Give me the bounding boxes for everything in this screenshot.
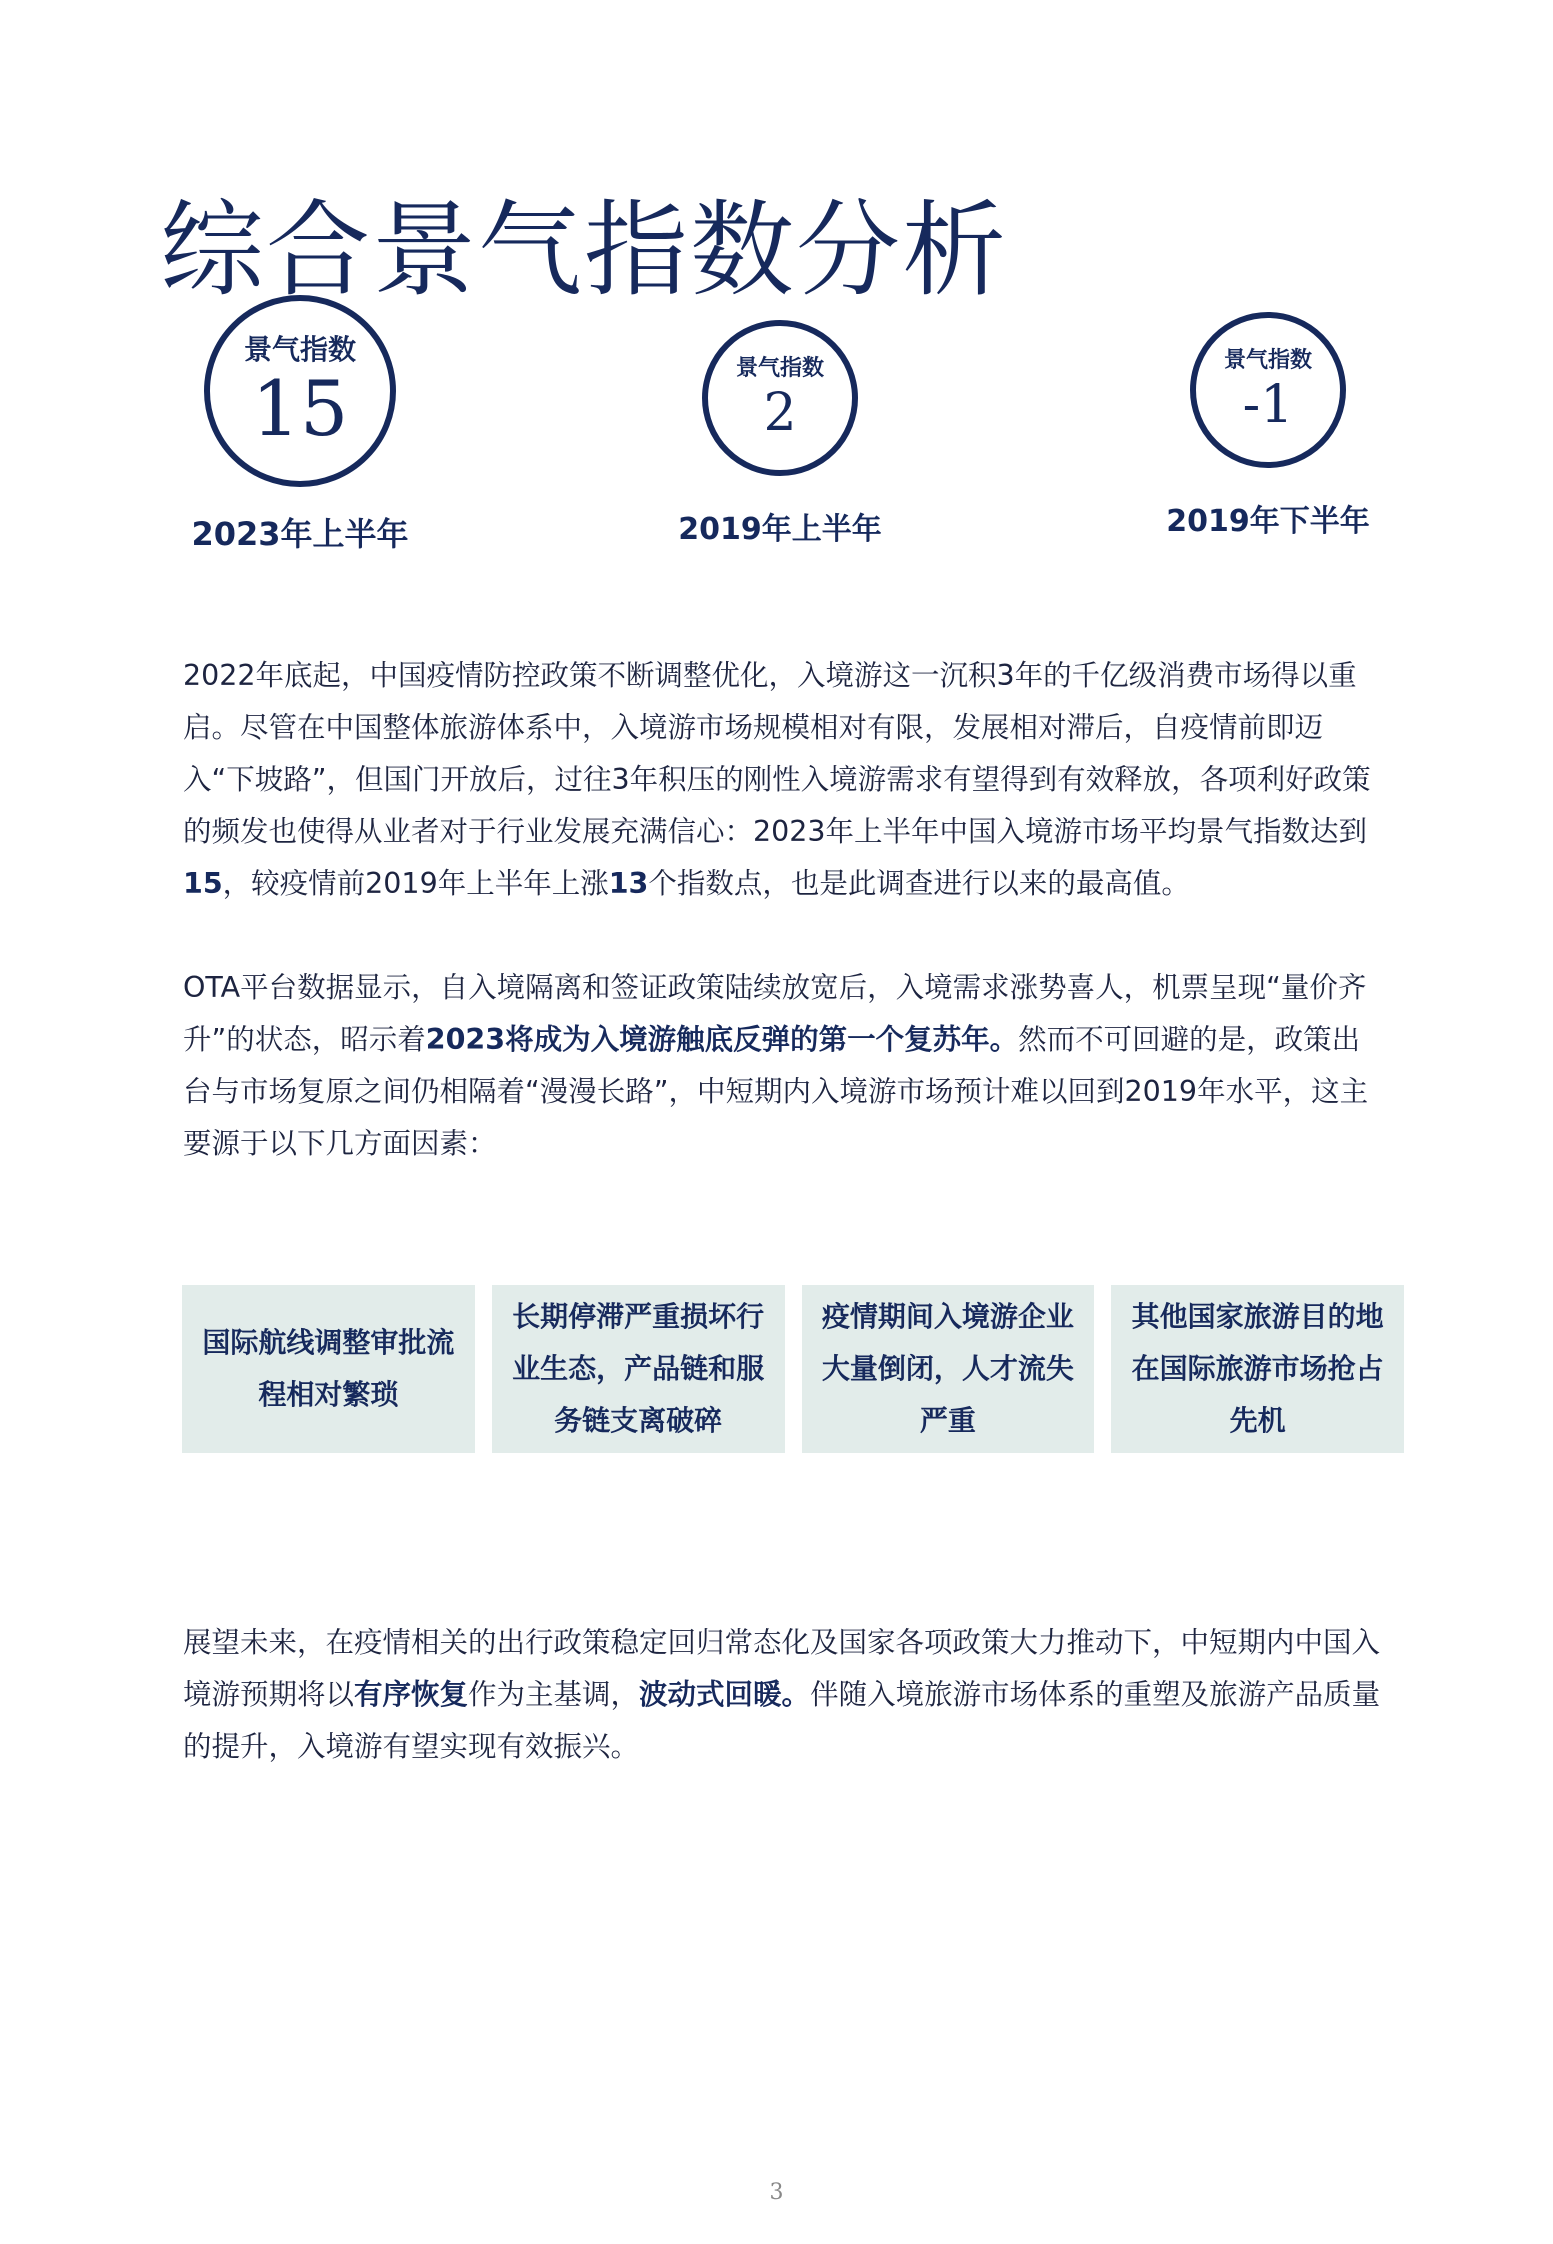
index-value: 2 xyxy=(763,383,797,444)
body-paragraph-1 xyxy=(183,650,1383,910)
text: 展望未来，在疫情相关的出行政策稳定回归常态化及国家各项政策大力推动下，中短期内中国入境游预期将以 xyxy=(183,1626,1381,1711)
period-label: 2023年上半年 xyxy=(191,515,409,553)
text: 然而不可回避的是，政策出台与市场复原之间仍相隔着“漫漫长路”，中短期内入境游市场预计难以回到2019年水平，这主要源于以下几方面因素： xyxy=(183,1023,1369,1160)
text: 作为主基调， xyxy=(468,1678,640,1711)
factor-box xyxy=(182,1285,475,1453)
index-label: 景气指数 xyxy=(1223,347,1312,373)
factor-box xyxy=(802,1285,1095,1453)
stat-2023-h1 xyxy=(190,295,410,555)
stat-2019-h2 xyxy=(1158,312,1378,540)
index-circle xyxy=(204,295,396,487)
text: ，较疫情前2019年上半年上涨 xyxy=(222,867,609,900)
highlight-increase: 13 xyxy=(608,867,649,900)
factor-box xyxy=(492,1285,785,1453)
page-number: 3 xyxy=(769,2180,784,2205)
text: 个指数点，也是此调查进行以来的最高值。 xyxy=(648,867,1190,900)
highlight-recovery-year: 2023将成为入境游触底反弹的第一个复苏年。 xyxy=(425,1023,1019,1056)
text: 2022年底起，中国疫情防控政策不断调整优化，入境游这一沉积3年的千亿级消费市场得以重启。尽管在中国整体旅游体系中，入境游市场规模相对有限，发展相对滞后，自疫情前即迈入“下坡路”，但国门开放后，过往3年积压的刚性入境游需求有望得到有效释放，各项利好政策的频发也使得从业者对于行业发展充满信心：2023年上半年中国入境游市场平均景气指数达到 xyxy=(183,659,1371,848)
factor-text: 其他国家旅游目的地在国际旅游市场抢占先机 xyxy=(1131,1300,1384,1437)
index-circle xyxy=(702,320,858,476)
index-value: -1 xyxy=(1242,375,1294,436)
highlight-index: 15 xyxy=(183,867,223,900)
page-title: 综合景气指数分析 xyxy=(160,188,1009,311)
stat-2019-h1 xyxy=(670,320,890,548)
body-paragraph-3 xyxy=(183,1617,1383,1773)
text: 伴随入境旅游市场体系的重塑及旅游产品质量的提升，入境游有望实现有效振兴。 xyxy=(183,1678,1381,1763)
text: OTA平台数据显示，自入境隔离和签证政策陆续放宽后，入境需求涨势喜人，机票呈现“量价齐升”的状态，昭示着 xyxy=(183,971,1367,1056)
index-label: 景气指数 xyxy=(735,355,824,381)
factor-text: 疫情期间入境游企业大量倒闭，人才流失严重 xyxy=(821,1300,1074,1437)
highlight-fluctuating-warming: 波动式回暖。 xyxy=(639,1678,811,1711)
body-paragraph-2 xyxy=(183,962,1383,1170)
highlight-orderly-recovery: 有序恢复 xyxy=(354,1678,469,1711)
index-value: 15 xyxy=(251,364,349,454)
factor-box xyxy=(1111,1285,1404,1453)
period-label: 2019年下半年 xyxy=(1166,504,1370,539)
index-label: 景气指数 xyxy=(243,332,356,366)
index-circle xyxy=(1190,312,1346,468)
period-label: 2019年上半年 xyxy=(678,512,882,547)
factor-text: 长期停滞严重损坏行业生态，产品链和服务链支离破碎 xyxy=(512,1300,765,1437)
factor-boxes xyxy=(182,1285,1404,1453)
factor-text: 国际航线调整审批流程相对繁琐 xyxy=(202,1326,455,1411)
